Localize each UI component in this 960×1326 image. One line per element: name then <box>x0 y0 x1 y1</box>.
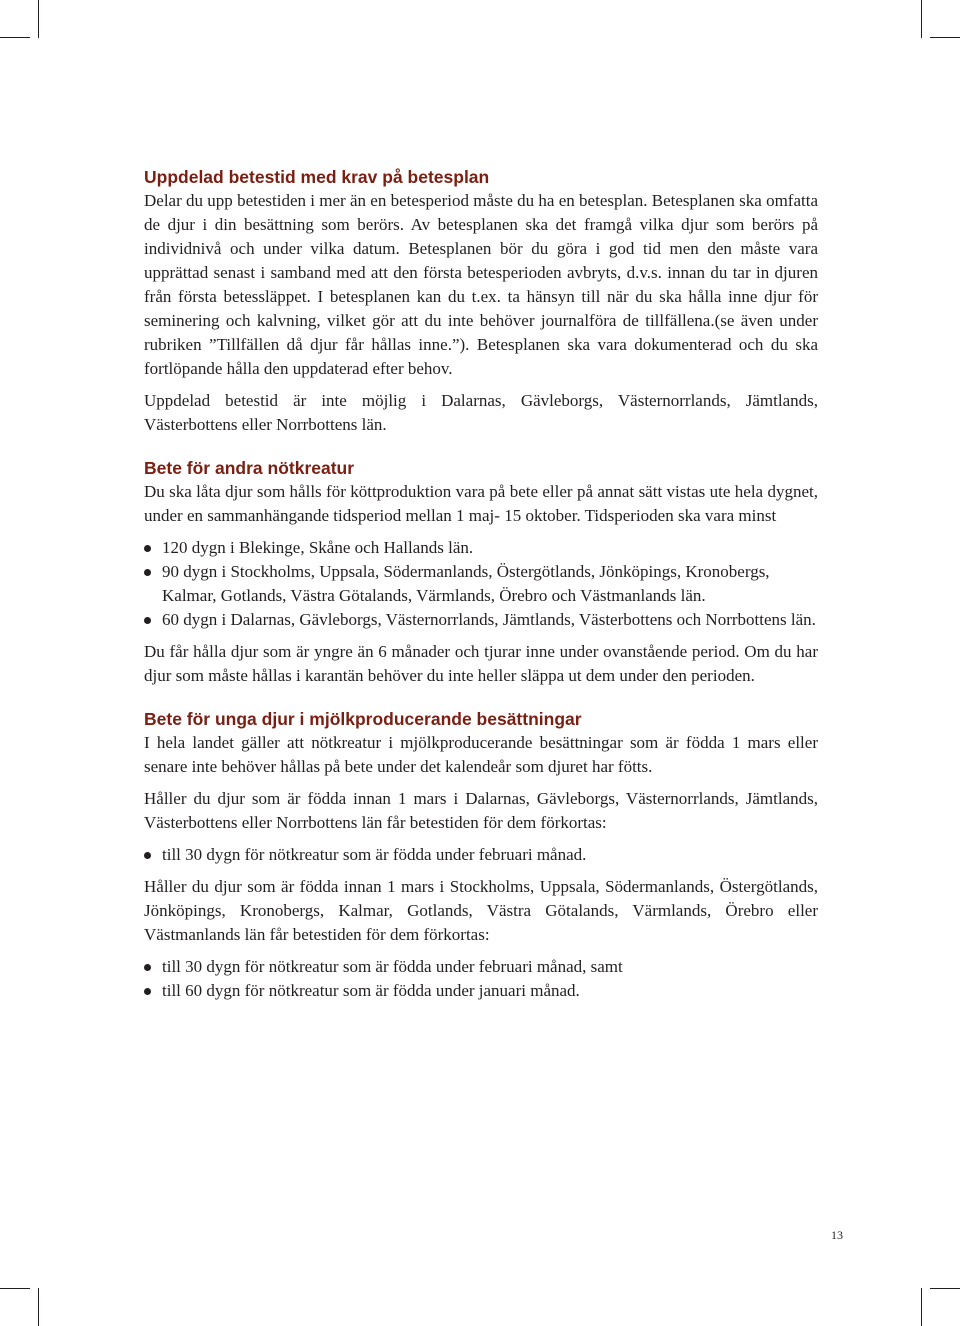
crop-mark-top-left-h <box>0 37 30 38</box>
crop-mark-bottom-left-h <box>0 1288 30 1289</box>
crop-mark-bottom-right <box>921 1288 922 1326</box>
paragraph: I hela landet gäller att nötkreatur i mjölkproducerande besättningar som är födda 1 mars eller senare inte behöver hållas på bete under det kalendeår som djuret har fötts. <box>144 733 818 776</box>
crop-mark-top-right <box>921 0 922 38</box>
crop-mark-bottom-right-h <box>930 1288 960 1289</box>
list-item: till 30 dygn för nötkreatur som är födda under februari månad, samt <box>144 955 818 979</box>
section-heading: Bete för andra nötkreatur <box>144 458 355 478</box>
page-number: 13 <box>831 1228 843 1242</box>
list-item: 120 dygn i Blekinge, Skåne och Hallands län. <box>144 536 818 560</box>
paragraph: Håller du djur som är födda innan 1 mars i Dalarnas, Gävleborgs, Västernorrlands, Jämtlands, Västerbottens eller Norrbottens län får betestiden för dem förkortas: <box>144 789 818 832</box>
crop-mark-top-right-h <box>930 37 960 38</box>
bullet-list <box>144 536 818 632</box>
section-bete-unga-djur <box>144 707 818 1003</box>
section-uppdelad-betestid <box>144 165 818 437</box>
list-item: till 60 dygn för nötkreatur som är födda under januari månad. <box>144 979 818 1003</box>
bullet-list <box>144 955 818 1003</box>
crop-mark-top-left <box>38 0 39 38</box>
paragraph: Du ska låta djur som hålls för köttproduktion vara på bete eller på annat sätt vistas ute hela dygnet, under en sammanhängande tidsperiod mellan 1 maj- 15 oktober. Tidsperioden ska vara minst <box>144 482 818 525</box>
section-bete-andra-notkreatur <box>144 456 818 688</box>
list-item: till 30 dygn för nötkreatur som är födda under februari månad. <box>144 843 818 867</box>
list-item: 60 dygn i Dalarnas, Gävleborgs, Västernorrlands, Jämtlands, Västerbottens och Norrbottens län. <box>144 608 818 632</box>
crop-mark-bottom-left <box>38 1288 39 1326</box>
paragraph: Delar du upp betestiden i mer än en betesperiod måste du ha en betesplan. Betesplanen ska omfatta de djur i din besättning som berörs. Av betesplanen ska det framgå vilka djur som berörs på individnivå och under vilka datum. Betesplanen bör du göra i god tid men den måste vara upprättad senast i samband med att den första betesperioden avbryts, d.v.s. innan du tar in djuren från första betessläppet. I betesplanen kan du t.ex. ta hänsyn till när du ska hålla inne djur för seminering och kalvning, vilket gör att du inte behöver journalföra de tillfällena.(se även under rubriken ”Tillfällen då djur får hållas inne.”). Betesplanen ska vara dokumenterad och du ska fortlöpande hålla den uppdaterad efter behov. <box>144 191 818 378</box>
section-heading: Bete för unga djur i mjölkproducerande besättningar <box>144 709 582 729</box>
section-heading: Uppdelad betestid med krav på betesplan <box>144 167 490 187</box>
list-item: 90 dygn i Stockholms, Uppsala, Södermanlands, Östergötlands, Jönköpings, Kronobergs, Kalmar, Gotlands, Västra Götalands, Värmlands, Örebro och Västmanlands län. <box>144 560 818 608</box>
page-content <box>144 165 818 1022</box>
bullet-list <box>144 843 818 867</box>
paragraph: Håller du djur som är födda innan 1 mars i Stockholms, Uppsala, Södermanlands, Östergötlands, Jönköpings, Kronobergs, Kalmar, Gotlands, Västra Götalands, Värmlands, Örebro eller Västmanlands län får betestiden för dem förkortas: <box>144 877 818 944</box>
paragraph: Du får hålla djur som är yngre än 6 månader och tjurar inne under ovanstående period. Om du har djur som måste hållas i karantän behöver du inte heller släppa ut dem under den perioden. <box>144 642 818 685</box>
paragraph: Uppdelad betestid är inte möjlig i Dalarnas, Gävleborgs, Västernorrlands, Jämtlands, Västerbottens eller Norrbottens län. <box>144 391 818 434</box>
